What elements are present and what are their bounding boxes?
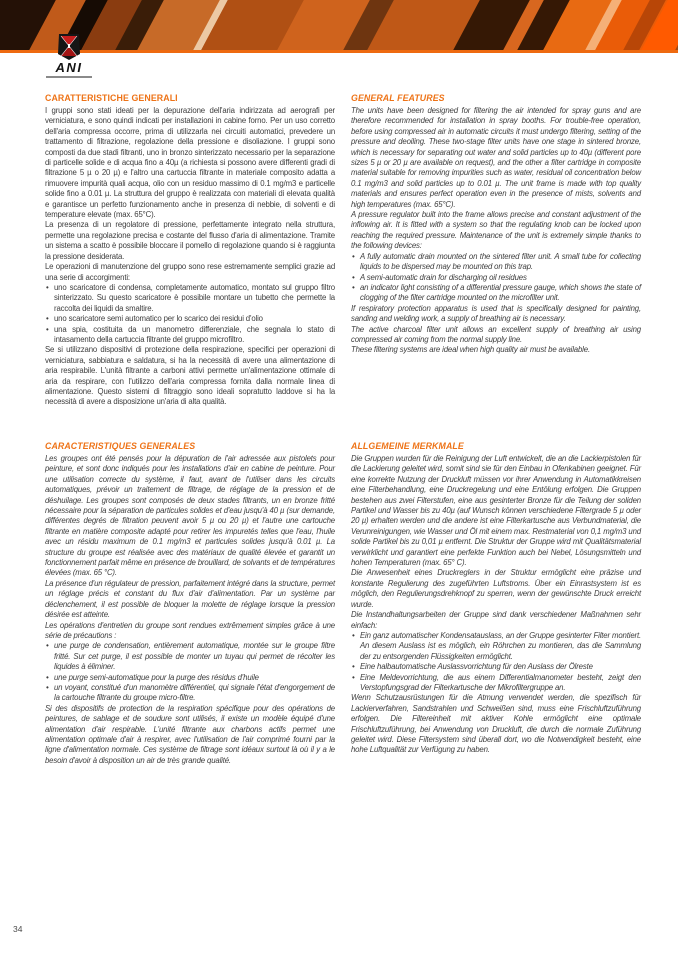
bullet-item: • Eine Meldevorrichtung, die aus einem Differentialmanometer besteht, zeigt den Verstopfungsgrad der Filterkartusche der Mikrofiltergruppe an. xyxy=(351,673,641,694)
header-banner-graphic xyxy=(0,0,678,50)
section-body-german xyxy=(351,454,641,756)
logo-wordmark: ANI xyxy=(55,60,83,75)
paragraph: The units have been designed for filtering the air intended for spray guns and are therefore recommended for installation in spray booths. For trouble-free operation, before using compressed air in automatic circuits it must undergo filtering, setting of the pressure and deoiling. These two-stage filter units have one stage in sintered bronze, which is necessary for separating out water and solid particles up to 40µ (different pore sizes 5 µ or 20 µ are available on request), and the other a filter cartridge in composite material suitable for removing impurities such as water, residual oil concentration below 0.1 mg/m3 and solid particles up to 0.01 µ. The unit frame is made with top quality materials and ensures perfect operation even in the presence of mists, solvents and high temperatures (max. 65°C). xyxy=(351,106,641,209)
page-number: 34 xyxy=(13,924,23,934)
section-heading-english: GENERAL FEATURES xyxy=(351,93,445,103)
bullet-item: • una spia, costituita da un manometro differenziale, che segnala lo stato di intasamento della cartuccia filtrante del gruppo microfiltro. xyxy=(45,325,335,346)
paragraph: If respiratory protection apparatus is used that is specifically designed for painting, sanding and welding work, a supply of breathing air is necessary. xyxy=(351,303,641,324)
paragraph: La presenza di un regolatore di pressione, perfettamente integrato nella struttura, permette una regolazione precisa e costante del flusso d'aria di alimentazione. Tramite un sistema a scatto è possibile bloccare il pomello di regolazione quando si è raggiunta la pressione desiderata. xyxy=(45,220,335,261)
paragraph: These filtering systems are ideal when high quality air must be available. xyxy=(351,345,590,355)
bullet-item: • un voyant, constitué d'un manomètre différentiel, qui signale l'état d'engorgement de la cartouche filtrante du groupe micro-filtre. xyxy=(45,683,335,704)
section-body-french xyxy=(45,454,335,766)
paragraph: La présence d'un régulateur de pression, parfaitement intégré dans la structure, permet un réglage précis et constant du flux d'air d'alimentation. Par un système par déclenchement, il est possible de bloquer la molette de réglage lorsque la pression désirée est atteinte. xyxy=(45,578,335,620)
bullet-item: • A fully automatic drain mounted on the sintered filter unit. A small tube for collecting liquids to be dispersed may be mounted on this trap. xyxy=(351,252,641,273)
paragraph: The active charcoal filter unit allows an excellent supply of breathing air using compressed air coming from the normal supply line. xyxy=(351,324,641,344)
section-body-english xyxy=(351,106,641,356)
banner-divider-rule xyxy=(0,50,678,53)
section-body-italian xyxy=(45,106,335,408)
paragraph: Les opérations d'entretien du groupe sont rendues extrêmement simples grâce à une série de précautions : xyxy=(45,620,335,640)
ani-emblem-icon xyxy=(57,34,81,60)
section-caratteristiche-generali xyxy=(45,93,335,408)
paragraph: Die Anwesenheit eines Druckreglers in der Struktur ermöglicht eine präzise und konstante Regulierung des zugeführten Luftstroms. Über ein Einrastsystem ist es möglich, den Regulierungsdrehknopf zu sperren, wenn der gewünschte Druck erreicht wurde. xyxy=(351,568,641,609)
bottom-sections-row xyxy=(45,441,641,766)
bullet-item: • Ein ganz automatischer Kondensatauslass, an der Gruppe gesinterter Filter montiert. An diesem Auslass ist es möglich, ein Röhrchen zu montieren, das die Sammlung der zu entsorgenden Flüssigkeiten ermöglicht. xyxy=(351,631,641,662)
bullet-item: • une purge semi-automatique pour la purge des résidus d'huile xyxy=(45,673,335,683)
section-general-features xyxy=(351,93,641,408)
bullet-item: • uno scaricatore semi automatico per lo scarico dei residui d'olio xyxy=(45,314,335,324)
top-sections-row xyxy=(45,93,641,408)
section-heading-french: CARACTERISTIQUES GENERALES xyxy=(45,441,196,451)
section-heading-italian: CARATTERISTICHE GENERALI xyxy=(45,93,178,103)
bullet-item: • une purge de condensation, entièrement automatique, montée sur le groupe filtre fritté. Sur cet purge, il est possible de monter un tuyau qui permet de récolter les liquides à éliminer. xyxy=(45,641,335,672)
section-heading-german: ALLGEMEINE MERKMALE xyxy=(351,441,464,451)
paragraph: Les groupes ont été pensés pour la dépuration de l'air adressée aux pistolets pour peinture, et sont donc indiqués pour les installations d'air en cabine de peinture. Pour une utilisation correcte du système, il faut, avant de l'utiliser dans les circuits automatiques, prévoir un traitement de filtrage, de réglage de la pression et de déshuilage. Les groupes sont composés de deux stades filtrants, un en bronze fritté nécessaire pour la séparation de particules solides et d'eau jusqu'à 40 µ (sur demande, différentes degrés de filtration peuvent avoir 5 µ ou 20 µ) et l'autre une cartouche filtrante en matière composite adapté pour retirer les impuretés telles que l'eau, l'huile avec un résidu maximum de 0.1 mg/m3 et particules solides jusqu'à 0.01 µ. La structure du groupe est réalisée avec des matériaux de qualité élevée et garantit un fonctionnement parfait même en présence de brouillard, de solvants et de températures élevées (max. 65 °C). xyxy=(45,454,335,578)
logo-tagline-bar xyxy=(46,76,92,78)
brand-logo xyxy=(43,34,95,78)
paragraph: Si des dispositifs de protection de la respiration spécifique pour des opérations de peintures, de sablage et de soudure sont utilisés, il existe un modèle équipé d'une alimentation d'air respirable. L'unité filtrante aux charbons actifs permet une alimentation optimale d'air à respirer, avec l'utilisation de l'air comprimé fourni par la ligne d'alimentation normale. Ces système de filtrage sont idéaux surtout là où il y a le besoin d'avoir à disposition un air de très grande qualité. xyxy=(45,703,335,765)
paragraph: Die Instandhaltungsarbeiten der Gruppe sind dank verschiedener Maßnahmen sehr einfach: xyxy=(351,610,641,630)
paragraph: Die Gruppen wurden für die Reinigung der Luft entwickelt, die an die Lackierpistolen für die Lackierung geleitet wird, somit sind sie für den Einbau in Ofenkabinen geeignet. Für eine korrekte Nutzung der Druckluft müssen vor ihrer Anwendung in Automatikkreisen eine Filterbehandlung, eine Druckregelung und eine Entölung erfolgen. Die Gruppen bestehen aus zwei Filterstufen, eine aus gesinterter Bronze für die Teilung der soliden Partikel und Wasser bis zu 40µ (auf Wunsch können verschiedene Filtergrade 5 µ oder 20 µ) erhalten werden und die andere ist eine Filterkartusche aus Verbundmaterial, die Verunreinigungen, wie Wasser und Öl mit einem max. Restmaterial von 0,1 mg/m3 und solide Partikel bis zu 0,01 µ entfernt. Die Struktur der Gruppe wird mit Qualitätsmaterial verwirklicht und garantiert eine perfekte Funktion auch bei Nebel, Lösungsmitteln und hohen Temperaturen (max. 65° C). xyxy=(351,454,641,568)
section-caracteristiques-generales xyxy=(45,441,335,766)
paragraph: A pressure regulator built into the frame allows precise and constant adjustment of the inflowing air. It is fitted with a system so that the regulating knob can be locked upon reaching the required pressure. Maintenance of the unit is extremely simple thanks to the following devices: xyxy=(351,210,641,251)
bullet-item: • uno scaricatore di condensa, completamente automatico, montato sul gruppo filtro sinterizzato. Su questo scaricatore è possibile montare un tubetto che permette la raccolta dei liquidi da smaltire. xyxy=(45,283,335,314)
bullet-item: • A semi-automatic drain for discharging oil residues xyxy=(351,273,641,283)
paragraph: Le operazioni di manutenzione del gruppo sono rese estremamente semplici grazie ad una serie di accorgimenti: xyxy=(45,262,335,282)
bullet-item: • an indicator light consisting of a differential pressure gauge, which shows the state of clogging of the filter cartridge mounted on the microfilter unit. xyxy=(351,283,641,304)
section-allgemeine-merkmale xyxy=(351,441,641,766)
bullet-item: • Eine halbautomatische Auslassvorrichtung für den Auslass der Ölreste xyxy=(351,662,641,672)
paragraph: Se si utilizzano dispositivi di protezione della respirazione, specifici per operazioni di verniciatura, sabbiatura e saldatura, si ha la necessità di avere una alimentazione di aria respirabile. L'unità filtrante a carboni attivi permette un'alimentazione ottimale di aria da respirare, con l'utilizzo dell'aria compressa fornita dalla normale linea di alimentazione. Questo sistemi di filtraggio sono ideali sopratutto laddove si ha la necessità di avere a disposizione un'aria di alta qualità. xyxy=(45,345,335,407)
paragraph: Wenn Schutzausrüstungen für die Atmung verwendet werden, die spezifisch für Lackierverfahren, Sandstrahlen und Schweißen sind, muss eine Frischluftzuführung erfolgen. Die Filtereinheit mit aktiver Kohle ermöglicht eine optimale Frischluftzuführung, bei Anwendung von Druckluft, die durch die normale Zuführung geleitet wird. Diese Filtersystem sind überall dort, wo die Notwendigkeit besteht, eine hohe Luftqualität zur Verfügung zu haben. xyxy=(351,693,641,755)
paragraph: I gruppi sono stati ideati per la depurazione dell'aria indirizzata ad aerografi per verniciatura, e sono quindi indicati per installazioni in cabine forno. Per un uso corretto dell'aria compressa occorre, prima di utilizzarla nei circuiti automatici, prevedere un trattamento di filtrazione, regolazione della pressione e disoliazione. I gruppi sono composti da due stadi filtranti, uno in bronzo sinterizzato necessario per la separazione di particelle solide e di acqua fino a 40µ (a richiesta si possono avere differenti gradi di filtrazione 5 µ o 20 µ) e l'altro una cartuccia filtrante in materiale composito adatta a rimuovere impurità quali acqua, olio con un residuo massimo di 0.1 mg/m3 e particelle solide fino a 0.01 µ. La struttura del gruppo è realizzata con materiali di elevata qualità e garantisce un perfetto funzionamento anche in presenza di nebbie, di solventi e di temperature elevate (max. 65°C). xyxy=(45,106,335,220)
